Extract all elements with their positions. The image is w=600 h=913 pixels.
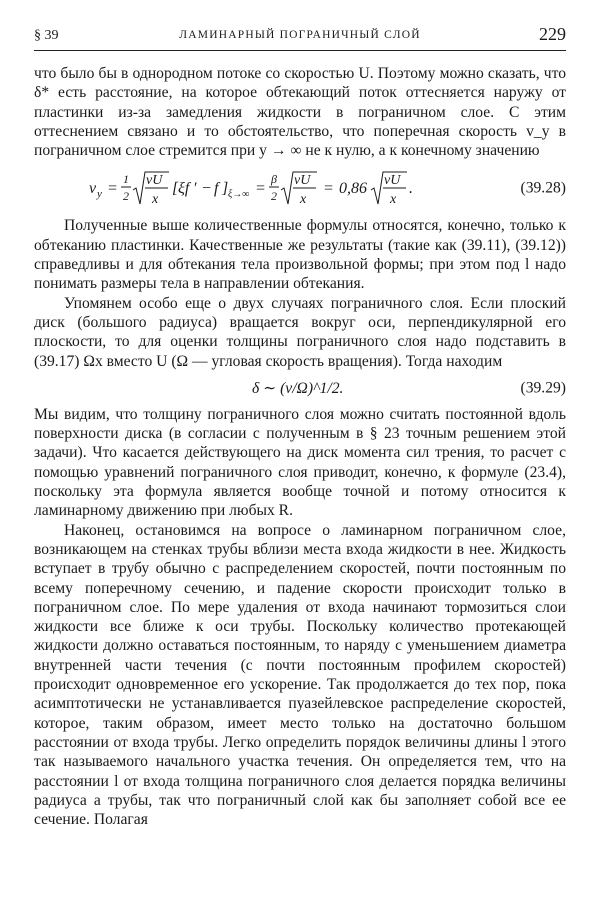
svg-text:y: y <box>97 188 102 201</box>
paragraph-3: Упомянем особо еще о двух случаях пограничного слоя. Если плоский диск (большого радиуса) вращается вокруг оси, перпендикулярной его плоскости, то для оценки толщины пограничного слоя надо подставить в (39.17) Ωx вместо U (Ω — угловая скорость вращения). Тогда находим <box>34 294 566 370</box>
page <box>34 24 566 829</box>
paragraph-2: Полученные выше количественные формулы относятся, конечно, только к обтеканию пластинки. Качественные же результаты (такие как (39.11), (39.12)) справедливы и для обтекания тела произвольной формы; при этом под l надо понимать размеры тела в направлении обтекания. <box>34 217 566 293</box>
page-body <box>34 64 566 829</box>
paragraph-1: что было бы в однородном потоке со скоростью U. Поэтому можно сказать, что δ* есть расстояние, на которое обтекающий поток оттесняется наружу от пластинки из-за замедления жидкости в пограничном слое. С этим оттеснением связано и то обстоятельство, что поперечная скорость v_y в пограничном слое стремится при y → ∞ не к нулю, а к конечному значению <box>34 65 566 160</box>
paragraph-4: Мы видим, что толщину пограничного слоя можно считать постоянной вдоль поверхности диска (в согласии с полученным в § 23 точным решением этой задачи). Что касается действующего на диск момента сил трения, то расчет с помощью уравнений пограничного слоя приводит, конечно, к формуле (23.4), поскольку эта формула является вообще точной и потому относится к ламинарному движению при любых R. <box>34 405 566 520</box>
svg-text:=: = <box>107 180 118 198</box>
svg-text:0,86: 0,86 <box>339 180 367 198</box>
equation-39-29 <box>34 377 566 399</box>
equation-39-28-formula <box>89 166 489 210</box>
svg-text:=: = <box>255 180 266 198</box>
equation-39-28-number: (39.28) <box>520 179 566 197</box>
svg-text:x: x <box>300 192 307 208</box>
svg-text:2: 2 <box>123 189 129 204</box>
svg-text:νU: νU <box>384 173 401 189</box>
svg-text:]: ] <box>222 180 229 198</box>
svg-text:ξf: ξf <box>178 180 190 198</box>
equation-39-28-graphic <box>89 166 489 210</box>
svg-text:β: β <box>271 172 277 187</box>
svg-text:1: 1 <box>123 172 129 187</box>
running-title: ЛАМИНАРНЫЙ ПОГРАНИЧНЫЙ СЛОЙ <box>179 29 421 41</box>
svg-text:.: . <box>409 180 413 198</box>
svg-text:x: x <box>152 192 159 208</box>
svg-text:′: ′ <box>193 180 197 198</box>
page-number: 229 <box>539 24 566 44</box>
svg-text:x: x <box>390 192 397 208</box>
equation-39-29-number: (39.29) <box>520 379 566 397</box>
svg-text:2: 2 <box>271 189 277 204</box>
equation-39-29-formula: δ ∼ (ν/Ω)^1/2. <box>252 379 344 397</box>
svg-text:f: f <box>214 180 219 198</box>
svg-text:νU: νU <box>294 173 311 189</box>
svg-text:v: v <box>89 180 97 198</box>
svg-text:=: = <box>323 180 334 198</box>
paragraph-5: Наконец, остановимся на вопросе о ламинарном пограничном слое, возникающем на стенках трубы вблизи места входа жидкости в нее. Жидкость вступает в трубу обычно с распределением скоростей, почти постоянным по всему поперечному сечению, и падение скорости происходит только в пограничном слое. По мере удаления от входа начинают тормозиться слои жидкости все ближе к оси трубы. Поскольку количество протекающей жидкости должно оставаться постоянным, то наряду с уменьшением диаметра внутренней части течения (с почти постоянным профилем скоростей) происходит одновременное его ускорение. Так продолжается до тех пор, пока асимптотически не устанавливается пуазейлевское распределение скоростей, которое, таким образом, имеет место только на достаточно большом расстоянии от входа трубы. Легко определить порядок величины длины l этого так называемого начального участка течения. Он определяется тем, что на расстоянии l от входа толщина пограничного слоя делается порядка величины радиуса a трубы, так что пограничный слой как бы заполняет собой все ее сечение. Полагая <box>34 521 566 829</box>
svg-text:[: [ <box>172 180 179 198</box>
section-number: § 39 <box>34 28 59 43</box>
svg-text:−: − <box>201 180 212 198</box>
equation-39-28 <box>34 166 566 210</box>
running-header <box>34 24 566 51</box>
svg-text:ξ→∞: ξ→∞ <box>228 189 250 201</box>
svg-text:νU: νU <box>146 173 163 189</box>
